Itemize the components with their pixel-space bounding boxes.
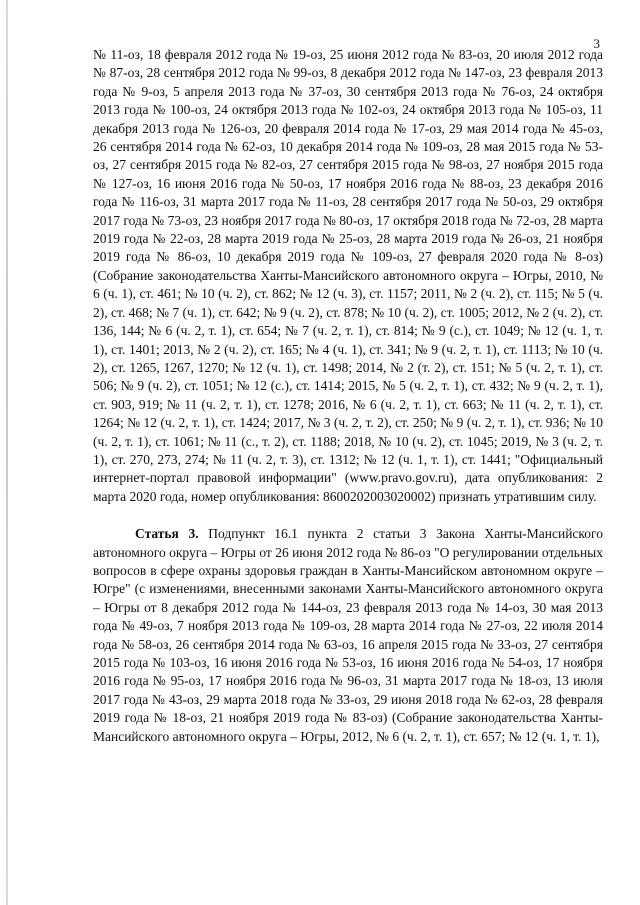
- paragraph-continuation: № 11-оз, 18 февраля 2012 года № 19-оз, 25 июня 2012 года № 83-оз, 20 июля 2012 года № 87-оз, 28 сентября 2012 года № 99-оз, 8 декабря 2012 года № 147-оз, 23 февраля 2013 года № 9-оз, 5 апреля 2013 года № 37-оз, 30 сентября 2013 года № 76-оз, 24 октября 2013 года № 100-оз, 24 октября 2013 года № 102-оз, 24 октября 2013 года № 105-оз, 11 декабря 2013 года № 126-оз, 20 февраля 2014 года № 17-оз, 29 мая 2014 года № 45-оз, 26 сентября 2014 года № 62-оз, 10 декабря 2014 года № 109-оз, 28 мая 2015 года № 53-оз, 27 сентября 2015 года № 82-оз, 27 сентября 2015 года № 98-оз, 27 ноября 2015 года № 127-оз, 16 июня 2016 года № 50-оз, 17 ноября 2016 года № 88-оз, 23 декабря 2016 года № 116-оз, 31 марта 2017 года № 11-оз, 28 сентября 2017 года № 50-оз, 29 октября 2017 года № 73-оз, 23 ноября 2017 года № 80-оз, 17 октября 2018 года № 72-оз, 28 марта 2019 года № 22-оз, 28 марта 2019 года № 25-оз, 28 марта 2019 года № 26-оз, 21 ноября 2019 года № 86-оз, 10 декабря 2019 года № 109-оз, 27 февраля 2020 года № 8-оз) (Собрание законодательства Ханты-Мансийского автономного округа – Югры, 2010, № 6 (ч. 1), ст. 461; № 10 (ч. 2), ст. 862; № 12 (ч. 3), ст. 1157; 2011, № 2 (ч. 2), ст. 115; № 5 (ч. 2), ст. 468; № 7 (ч. 1), ст. 642; № 9 (ч. 2), ст. 878; № 10 (ч. 2), ст. 1005; 2012, № 2 (ч. 2), ст. 136, 144; № 6 (ч. 2, т. 1), ст. 654; № 7 (ч. 2, т. 1), ст. 814; № 9 (с.), ст. 1049; № 12 (ч. 1, т. 1), ст. 1401; 2013, № 2 (ч. 2), ст. 165; № 4 (ч. 1), ст. 341; № 9 (ч. 2, т. 1), ст. 1113; № 10 (ч. 2), ст. 1265, 1267, 1270; № 12 (ч. 1), ст. 1498; 2014, № 2 (т. 2), ст. 151; № 5 (ч. 2, т. 1), ст. 506; № 9 (ч. 2), ст. 1051; № 12 (с.), ст. 1414; 2015, № 5 (ч. 2, т. 1), ст. 432; № 9 (ч. 2, т. 1), ст. 903, 919; № 11 (ч. 2, т. 1), ст. 1278; 2016, № 6 (ч. 2, т. 1), ст. 663; № 11 (ч. 2, т. 1), ст. 1264; № 12 (ч. 2, т. 1), ст. 1424; 2017, № 3 (ч. 2, т. 2), ст. 250; № 9 (ч. 2, т. 1), ст. 936; № 10 (ч. 2, т. 1), ст. 1061; № 11 (с., т. 2), ст. 1188; 2018, № 10 (ч. 2), ст. 1045; 2019, № 3 (ч. 2, т. 1), ст. 270, 273, 274; № 11 (ч. 2, т. 3), ст. 1312; № 12 (ч. 1, т. 1), ст. 1441; "Официальный интернет-портал правовой информации" (www.pravo.gov.ru), дата опубликования: 2 марта 2020 года, номер опубликования: 8600202003020002) признать утратившим силу.: [93, 47, 603, 504]
- document-body: [93, 46, 603, 746]
- article-3-heading: Статья 3.: [135, 526, 199, 542]
- scan-edge-shadow: [6, 0, 8, 905]
- page-number: 3: [593, 36, 600, 51]
- paragraph-article-3: [93, 525, 603, 746]
- article-3-text: Подпункт 16.1 пункта 2 статьи 3 Закона Ханты-Мансийского автономного округа – Югры от 26 июня 2012 года № 86-оз "О регулировании отдельных вопросов в сфере охраны здоровья граждан в Ханты-Мансийском автономном округе – Югре" (с изменениями, внесенными законами Ханты-Мансийского автономного округа – Югры от 8 декабря 2012 года № 144-оз, 23 февраля 2013 года № 14-оз, 30 мая 2013 года № 49-оз, 7 ноября 2013 года № 109-оз, 28 марта 2014 года № 27-оз, 22 июля 2014 года № 58-оз, 26 сентября 2014 года № 63-оз, 16 апреля 2015 года № 33-оз, 27 сентября 2015 года № 103-оз, 16 июня 2016 года № 53-оз, 16 июня 2016 года № 54-оз, 17 ноября 2016 года № 95-оз, 17 ноября 2016 года № 96-оз, 31 марта 2017 года № 18-оз, 13 июля 2017 года № 43-оз, 29 марта 2018 года № 33-оз, 29 июня 2018 года № 62-оз, 28 февраля 2019 года № 18-оз, 21 ноября 2019 года № 83-оз) (Собрание законодательства Ханты-Мансийского автономного округа – Югры, 2012, № 6 (ч. 2, т. 1), ст. 657; № 12 (ч. 1, т. 1),: [93, 526, 603, 744]
